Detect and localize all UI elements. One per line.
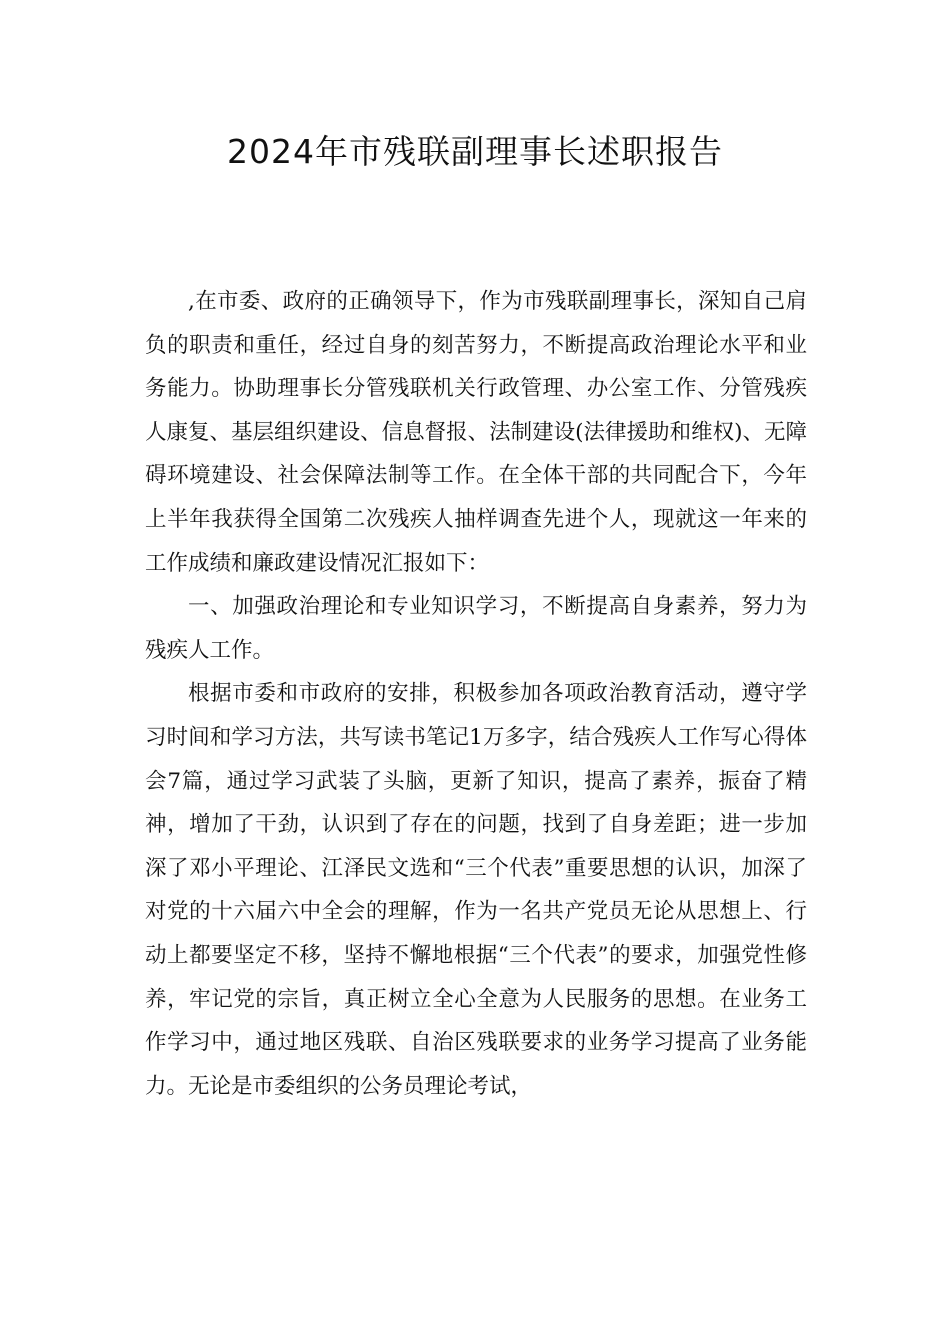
paragraph-section-heading-1: 一、加强政治理论和专业知识学习，不断提高自身素养，努力为残疾人工作。: [145, 594, 807, 663]
document-title: 2024年市残联副理事长述职报告: [227, 132, 723, 171]
document-body: [145, 280, 807, 1108]
paragraph-intro: ,在市委、政府的正确领导下，作为市残联副理事长，深知自己肩负的职责和重任，经过自身的刻苦努力，不断提高政治理论水平和业务能力。协助理事长分管残联机关行政管理、办公室工作、分管残疾人康复、基层组织建设、信息督报、法制建设(法律援助和维权)、无障碍环境建设、社会保障法制等工作。在全体干部的共同配合下，今年上半年我获得全国第二次残疾人抽样调查先进个人，现就这一年来的工作成绩和廉政建设情况汇报如下：: [145, 289, 807, 576]
paragraph-study: 根据市委和市政府的安排，积极参加各项政治教育活动，遵守学习时间和学习方法，共写读书笔记1万多字，结合残疾人工作写心得体会7篇，通过学习武装了头脑，更新了知识，提高了素养，振奋了精神，增加了干劲，认识到了存在的问题，找到了自身差距；进一步加深了邓小平理论、江泽民文选和“三个代表”重要思想的认识，加深了对党的十六届六中全会的理解，作为一名共产党员无论从思想上、行动上都要坚定不移，坚持不懈地根据“三个代表”的要求，加强党性修养，牢记党的宗旨，真正树立全心全意为人民服务的思想。在业务工作学习中，通过地区残联、自治区残联要求的业务学习提高了业务能力。无论是市委组织的公务员理论考试，: [145, 681, 807, 1099]
